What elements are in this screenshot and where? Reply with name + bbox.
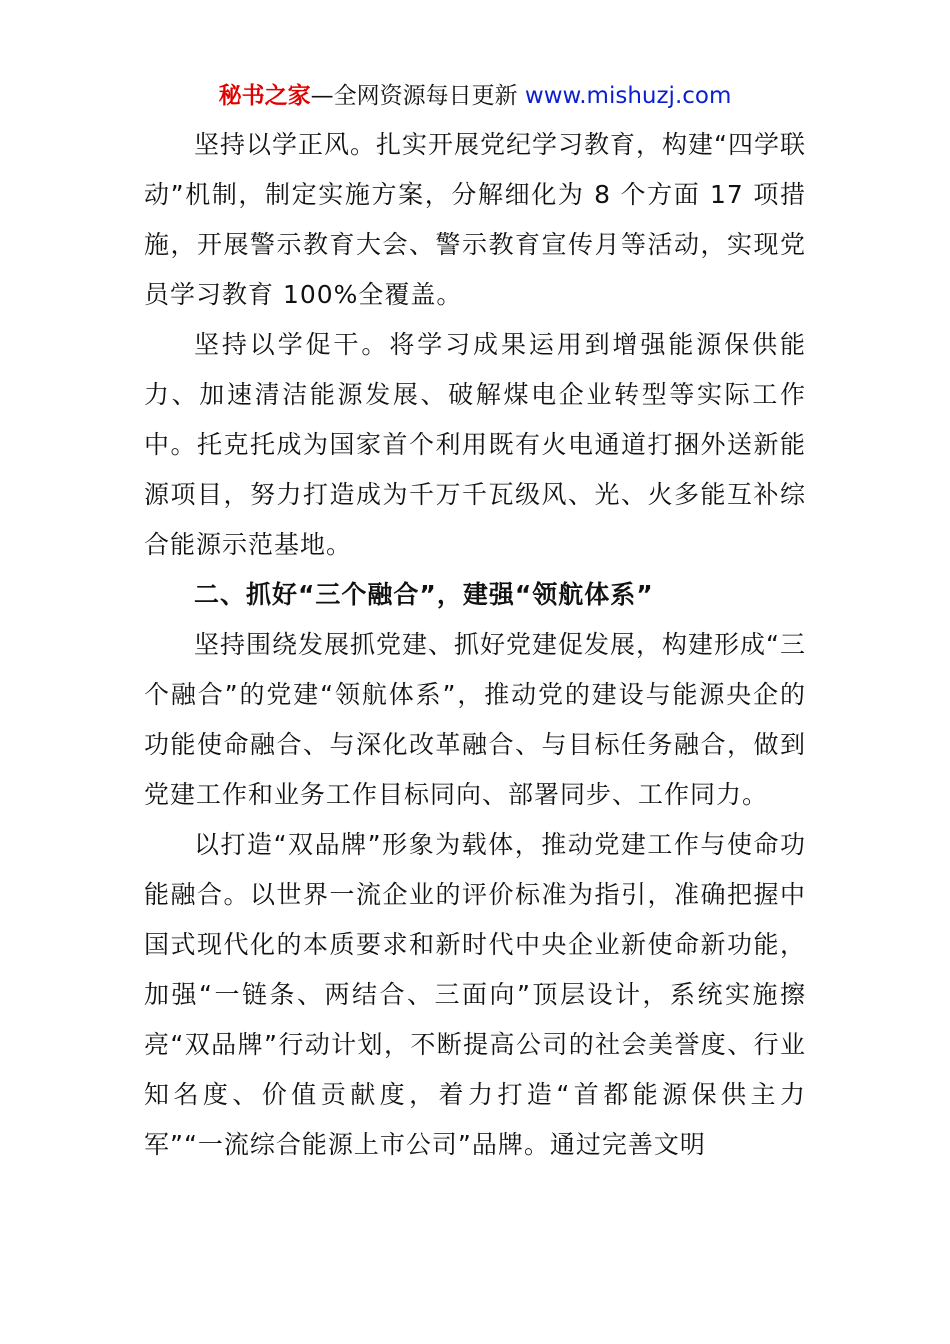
section-heading: 二、抓好“三个融合”，建强“领航体系” (194, 580, 654, 609)
document-header (0, 80, 950, 112)
document-body (144, 120, 806, 1170)
brand-name: 秘书之家 (218, 83, 311, 109)
paragraph-dual-brand: 以打造“双品牌”形象为载体，推动党建工作与使命功能融合。以世界一流企业的评价标准为指引，准确把握中国式现代化的本质要求和新时代中央企业新使命新功能，加强“一链条、两结合、三面向”顶层设计，系统实施擦亮“双品牌”行动计划，不断提高公司的社会美誉度、行业知名度、价值贡献度，着力打造“首都能源保供主力军”“一流综合能源上市公司”品牌。通过完善文明 (144, 830, 806, 1159)
site-url[interactable]: www.mishuzj.com (524, 83, 732, 109)
paragraph-three-integrations: 坚持围绕发展抓党建、抓好党建促发展，构建形成“三个融合”的党建“领航体系”，推动党的建设与能源央企的功能使命融合、与深化改革融合、与目标任务融合，做到党建工作和业务工作目标同向、部署同步、工作同力。 (144, 630, 806, 809)
header-tagline: —全网资源每日更新 (310, 83, 525, 109)
paragraph-study-work: 坚持以学促干。将学习成果运用到增强能源保供能力、加速清洁能源发展、破解煤电企业转型等实际工作中。托克托成为国家首个利用既有火电通道打捆外送新能源项目，努力打造成为千万千瓦级风、光、火多能互补综合能源示范基地。 (144, 330, 806, 559)
paragraph-study-style: 坚持以学正风。扎实开展党纪学习教育，构建“四学联动”机制，制定实施方案，分解细化为 8 个方面 17 项措施，开展警示教育大会、警示教育宣传月等活动，实现党员学习教育 100%全覆盖。 (144, 130, 806, 309)
